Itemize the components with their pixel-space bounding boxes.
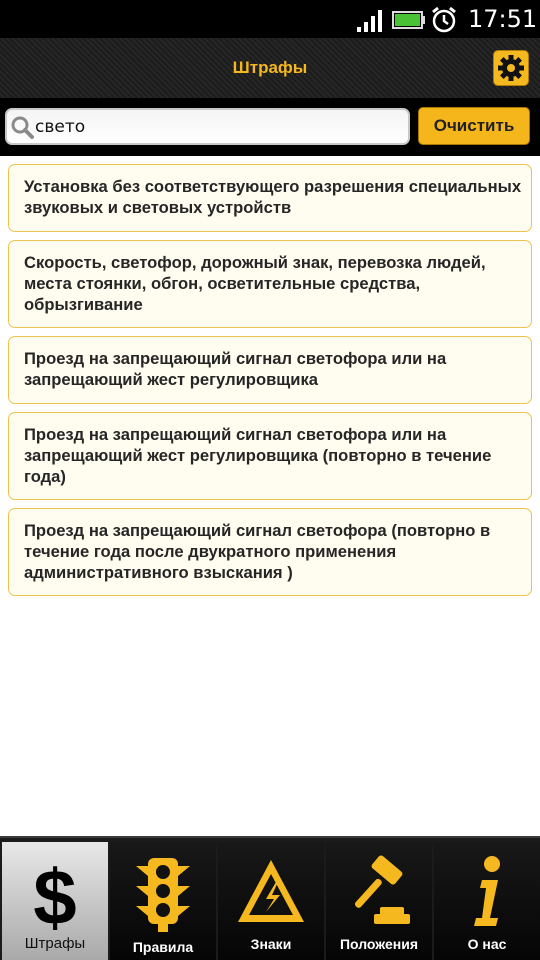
search-input[interactable] bbox=[35, 113, 405, 141]
bottom-tab-bar bbox=[0, 836, 540, 960]
clock-time: 17:51 bbox=[468, 5, 538, 33]
gavel-icon bbox=[344, 852, 414, 932]
clear-button[interactable]: Очистить bbox=[418, 107, 530, 145]
tab-about[interactable] bbox=[434, 842, 540, 960]
signal-icon bbox=[356, 9, 386, 33]
tab-regulations[interactable] bbox=[326, 842, 432, 960]
tab-rules[interactable] bbox=[110, 842, 216, 960]
tab-fines[interactable] bbox=[2, 842, 108, 960]
list-item[interactable]: Проезд на запрещающий сигнал светофора или на запрещающий жест регулировщика bbox=[8, 336, 532, 404]
list-item[interactable]: Проезд на запрещающий сигнал светофора или на запрещающий жест регулировщика (повторно в течение года) bbox=[8, 412, 532, 500]
list-item[interactable]: Скорость, светофор, дорожный знак, перевозка людей, места стоянки, обгон, осветительные средства, обрызгивание bbox=[8, 240, 532, 328]
traffic-light-icon bbox=[128, 852, 198, 932]
list-item[interactable]: Проезд на запрещающий сигнал светофора (повторно в течение года после двукратного применения административного взыскания ) bbox=[8, 508, 532, 596]
tab-label: Штрафы bbox=[24, 935, 86, 952]
results-list bbox=[0, 156, 540, 836]
gear-icon bbox=[497, 54, 525, 82]
svg-text:$: $ bbox=[33, 853, 77, 932]
battery-icon bbox=[392, 11, 426, 29]
warning-sign-icon bbox=[236, 852, 306, 932]
list-item[interactable]: Установка без соответствующего разрешения специальных звуковых и световых устройств bbox=[8, 164, 532, 232]
search-field[interactable] bbox=[5, 108, 410, 145]
tab-label: Положения bbox=[339, 936, 419, 952]
tab-label: Знаки bbox=[250, 936, 292, 952]
alarm-clock-icon bbox=[430, 6, 458, 34]
tab-label: О нас bbox=[467, 936, 507, 952]
page-title: Штрафы bbox=[232, 58, 308, 77]
settings-button[interactable] bbox=[493, 50, 529, 86]
search-bar bbox=[0, 98, 540, 156]
info-icon bbox=[452, 852, 522, 932]
search-icon bbox=[9, 114, 35, 140]
tab-signs[interactable] bbox=[218, 842, 324, 960]
tab-label: Правила bbox=[132, 939, 194, 955]
dollar-icon bbox=[20, 852, 90, 932]
title-bar bbox=[0, 38, 540, 98]
status-bar bbox=[0, 0, 540, 38]
